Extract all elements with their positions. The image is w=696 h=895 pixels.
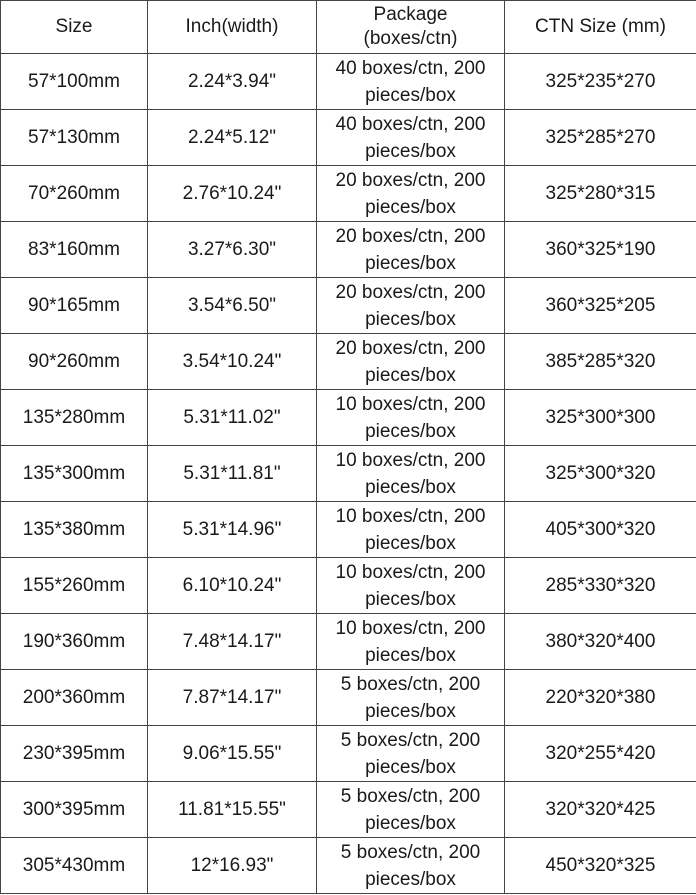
cell-ctn-size: 360*325*205 [505, 278, 696, 334]
cell-package [317, 614, 505, 670]
cell-package-line1: 5 boxes/ctn, 200 [340, 729, 481, 751]
header-size: Size [1, 1, 148, 54]
cell-package [317, 446, 505, 502]
cell-size: 90*165mm [1, 278, 148, 334]
table-row [1, 670, 696, 726]
cell-package-line1: 20 boxes/ctn, 200 [335, 337, 486, 359]
cell-ctn-size: 325*280*315 [505, 166, 696, 222]
cell-package-line1: 10 boxes/ctn, 200 [335, 505, 486, 527]
cell-size: 155*260mm [1, 558, 148, 614]
cell-package [317, 334, 505, 390]
cell-inch: 6.10*10.24" [148, 558, 317, 614]
cell-inch: 3.27*6.30" [148, 222, 317, 278]
cell-ctn-size: 325*235*270 [505, 54, 696, 110]
cell-ctn-size: 360*325*190 [505, 222, 696, 278]
cell-inch: 7.48*14.17" [148, 614, 317, 670]
cell-package-line1: 10 boxes/ctn, 200 [335, 393, 486, 415]
cell-ctn-size: 320*320*425 [505, 782, 696, 838]
cell-ctn-size: 325*300*300 [505, 390, 696, 446]
header-inch: Inch(width) [148, 1, 317, 54]
cell-inch: 2.24*3.94" [148, 54, 317, 110]
cell-package-line2: pieces/box [365, 476, 456, 498]
cell-inch: 3.54*6.50" [148, 278, 317, 334]
cell-ctn-size: 320*255*420 [505, 726, 696, 782]
cell-size: 230*395mm [1, 726, 148, 782]
table-row [1, 166, 696, 222]
header-package [317, 1, 505, 54]
cell-package-line2: pieces/box [365, 420, 456, 442]
cell-size: 70*260mm [1, 166, 148, 222]
cell-package-line2: pieces/box [365, 644, 456, 666]
cell-inch: 12*16.93" [148, 838, 317, 894]
cell-inch: 11.81*15.55" [148, 782, 317, 838]
cell-inch: 9.06*15.55" [148, 726, 317, 782]
table-row [1, 390, 696, 446]
cell-package [317, 278, 505, 334]
cell-size: 305*430mm [1, 838, 148, 894]
table-header-row [1, 1, 696, 54]
cell-package-line2: pieces/box [365, 588, 456, 610]
cell-package-line1: 5 boxes/ctn, 200 [340, 673, 481, 695]
cell-package-line1: 20 boxes/ctn, 200 [335, 281, 486, 303]
cell-inch: 2.76*10.24" [148, 166, 317, 222]
cell-package-line2: pieces/box [365, 84, 456, 106]
cell-package-line2: pieces/box [365, 700, 456, 722]
cell-size: 90*260mm [1, 334, 148, 390]
cell-package-line2: pieces/box [365, 756, 456, 778]
cell-inch: 2.24*5.12" [148, 110, 317, 166]
table-row [1, 446, 696, 502]
table-row [1, 502, 696, 558]
cell-package-line2: pieces/box [365, 252, 456, 274]
cell-size: 57*100mm [1, 54, 148, 110]
cell-package-line1: 10 boxes/ctn, 200 [335, 561, 486, 583]
header-package-line1: Package [373, 4, 448, 25]
table-row [1, 614, 696, 670]
header-ctn-size: CTN Size (mm) [505, 1, 696, 54]
header-package-line2: (boxes/ctn) [363, 28, 458, 49]
cell-package-line2: pieces/box [365, 812, 456, 834]
cell-package [317, 110, 505, 166]
cell-inch: 7.87*14.17" [148, 670, 317, 726]
cell-package [317, 838, 505, 894]
cell-package-line1: 10 boxes/ctn, 200 [335, 617, 486, 639]
cell-inch: 5.31*11.02" [148, 390, 317, 446]
cell-ctn-size: 380*320*400 [505, 614, 696, 670]
cell-ctn-size: 325*285*270 [505, 110, 696, 166]
cell-package-line2: pieces/box [365, 364, 456, 386]
cell-package-line1: 40 boxes/ctn, 200 [335, 57, 486, 79]
cell-ctn-size: 285*330*320 [505, 558, 696, 614]
cell-ctn-size: 405*300*320 [505, 502, 696, 558]
cell-size: 200*360mm [1, 670, 148, 726]
cell-package-line2: pieces/box [365, 532, 456, 554]
cell-package-line1: 10 boxes/ctn, 200 [335, 449, 486, 471]
table-row [1, 54, 696, 110]
cell-package-line1: 5 boxes/ctn, 200 [340, 785, 481, 807]
cell-package [317, 726, 505, 782]
table-row [1, 110, 696, 166]
table-row [1, 558, 696, 614]
cell-ctn-size: 385*285*320 [505, 334, 696, 390]
table-row [1, 838, 696, 894]
cell-size: 83*160mm [1, 222, 148, 278]
cell-inch: 3.54*10.24" [148, 334, 317, 390]
cell-package-line2: pieces/box [365, 868, 456, 890]
cell-size: 190*360mm [1, 614, 148, 670]
cell-inch: 5.31*11.81" [148, 446, 317, 502]
table-row [1, 782, 696, 838]
cell-package-line2: pieces/box [365, 140, 456, 162]
cell-package [317, 782, 505, 838]
cell-package [317, 558, 505, 614]
cell-package-line1: 20 boxes/ctn, 200 [335, 169, 486, 191]
cell-size: 300*395mm [1, 782, 148, 838]
cell-package-line2: pieces/box [365, 196, 456, 218]
cell-ctn-size: 325*300*320 [505, 446, 696, 502]
cell-package-line1: 40 boxes/ctn, 200 [335, 113, 486, 135]
cell-size: 135*380mm [1, 502, 148, 558]
cell-size: 57*130mm [1, 110, 148, 166]
cell-package-line1: 20 boxes/ctn, 200 [335, 225, 486, 247]
cell-size: 135*300mm [1, 446, 148, 502]
cell-package-line1: 5 boxes/ctn, 200 [340, 841, 481, 863]
table-row [1, 222, 696, 278]
cell-ctn-size: 450*320*325 [505, 838, 696, 894]
cell-package [317, 166, 505, 222]
cell-package [317, 670, 505, 726]
cell-inch: 5.31*14.96" [148, 502, 317, 558]
cell-ctn-size: 220*320*380 [505, 670, 696, 726]
table-row [1, 726, 696, 782]
cell-package [317, 54, 505, 110]
table-row [1, 334, 696, 390]
cell-package [317, 502, 505, 558]
table-row [1, 278, 696, 334]
cell-package-line2: pieces/box [365, 308, 456, 330]
cell-package [317, 390, 505, 446]
cell-size: 135*280mm [1, 390, 148, 446]
cell-package [317, 222, 505, 278]
